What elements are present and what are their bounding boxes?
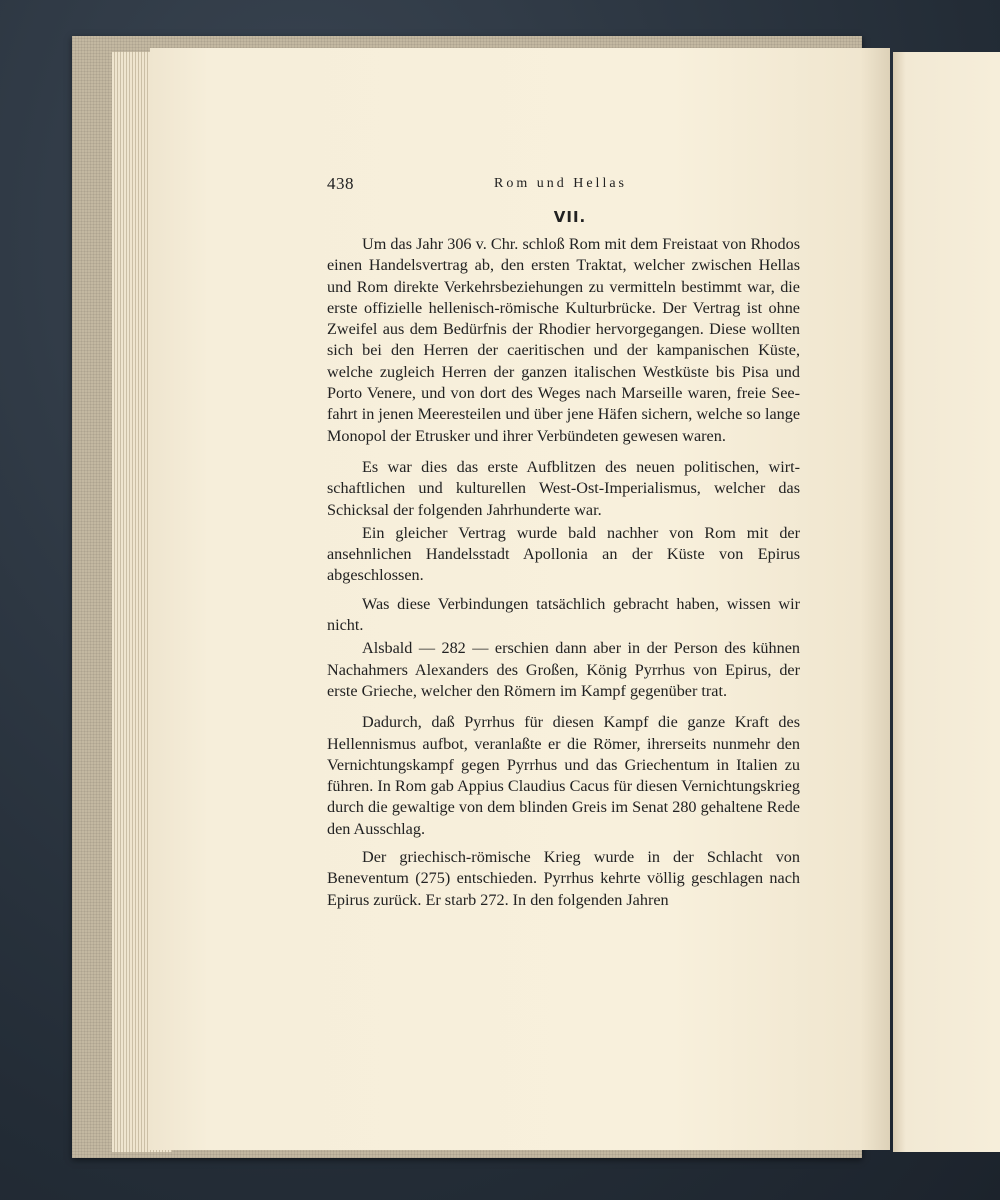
paragraph-3: Ein gleicher Vertrag wurde bald nachher von Rom mit der ansehnlichen Handelsstadt Apollonia an der Küste von Epirus abgeschlossen. <box>327 523 800 585</box>
paragraph-5: Alsbald — 282 — erschien dann aber in der Person des kühnen Nachahmers Alexanders des Großen, König Pyrrhus von Epirus, der erste Grieche, welcher den Römern im Kampf gegenüber trat. <box>327 639 800 700</box>
page-number: 438 <box>327 174 354 193</box>
paragraph-2: Es war dies das erste Aufblitzen des neuen politischen, wirtschaftlichen und kulturellen West-Ost-Imperialismus, welcher das Schicksal der folgenden Jahrhunderte war. <box>327 457 800 519</box>
running-head: Rom und Hellas <box>494 176 627 191</box>
facing-page <box>893 52 1000 1152</box>
body-text <box>327 234 800 911</box>
paragraph-7: Der griechisch-römische Krieg wurde in der Schlacht von Beneventum (275) entschieden. Pyrrhus kehrte völlig geschlagen nach Epirus zurück. Er starb 272. In den folgenden Jahren <box>327 848 800 909</box>
chapter-heading: VII. <box>553 208 587 226</box>
paragraph-6: Dadurch, daß Pyrrhus für diesen Kampf die ganze Kraft des Hellennismus aufbot, veranlaßte er die Römer, ihrerseits nunmehr den Vernichtungskampf gegen Pyrrhus und das Griechentum in Italien zu führen. In Rom gab Appius Claudius Cacus für diesen Vernichtungskrieg durch die gewaltige von dem blinden Greis im Senat 280 gehaltene Rede den Ausschlag. <box>327 713 800 838</box>
paragraph-4: Was diese Verbindungen tatsächlich gebracht haben, wissen wir nicht. <box>327 594 800 635</box>
paragraph-1: Um das Jahr 306 v. Chr. schloß Rom mit dem Freistaat von Rhodos einen Handelsvertrag ab, den ersten Traktat, welcher zwischen Hellas und Rom direkte Verkehrsbeziehungen zu vermitteln bestimmt war, die erste offizielle hellenisch-römische Kulturbrücke. Der Vertrag ist ohne Zweifel aus dem Bedürfnis der Rhodier hervorgegangen. Diese wollten sich bei den Herren der caeritischen und der kampanischen Küste, welche zugleich Herren der ganzen italischen Westküste bis Pisa und Porto Venere, und von dort des Weges nach Marseille waren, freie Seefahrt in jenen Meeresteilen und über jene Häfen sichern, welche so lange Monopol der Etrusker und ihrer Verbündeten gewesen waren. <box>327 235 800 445</box>
